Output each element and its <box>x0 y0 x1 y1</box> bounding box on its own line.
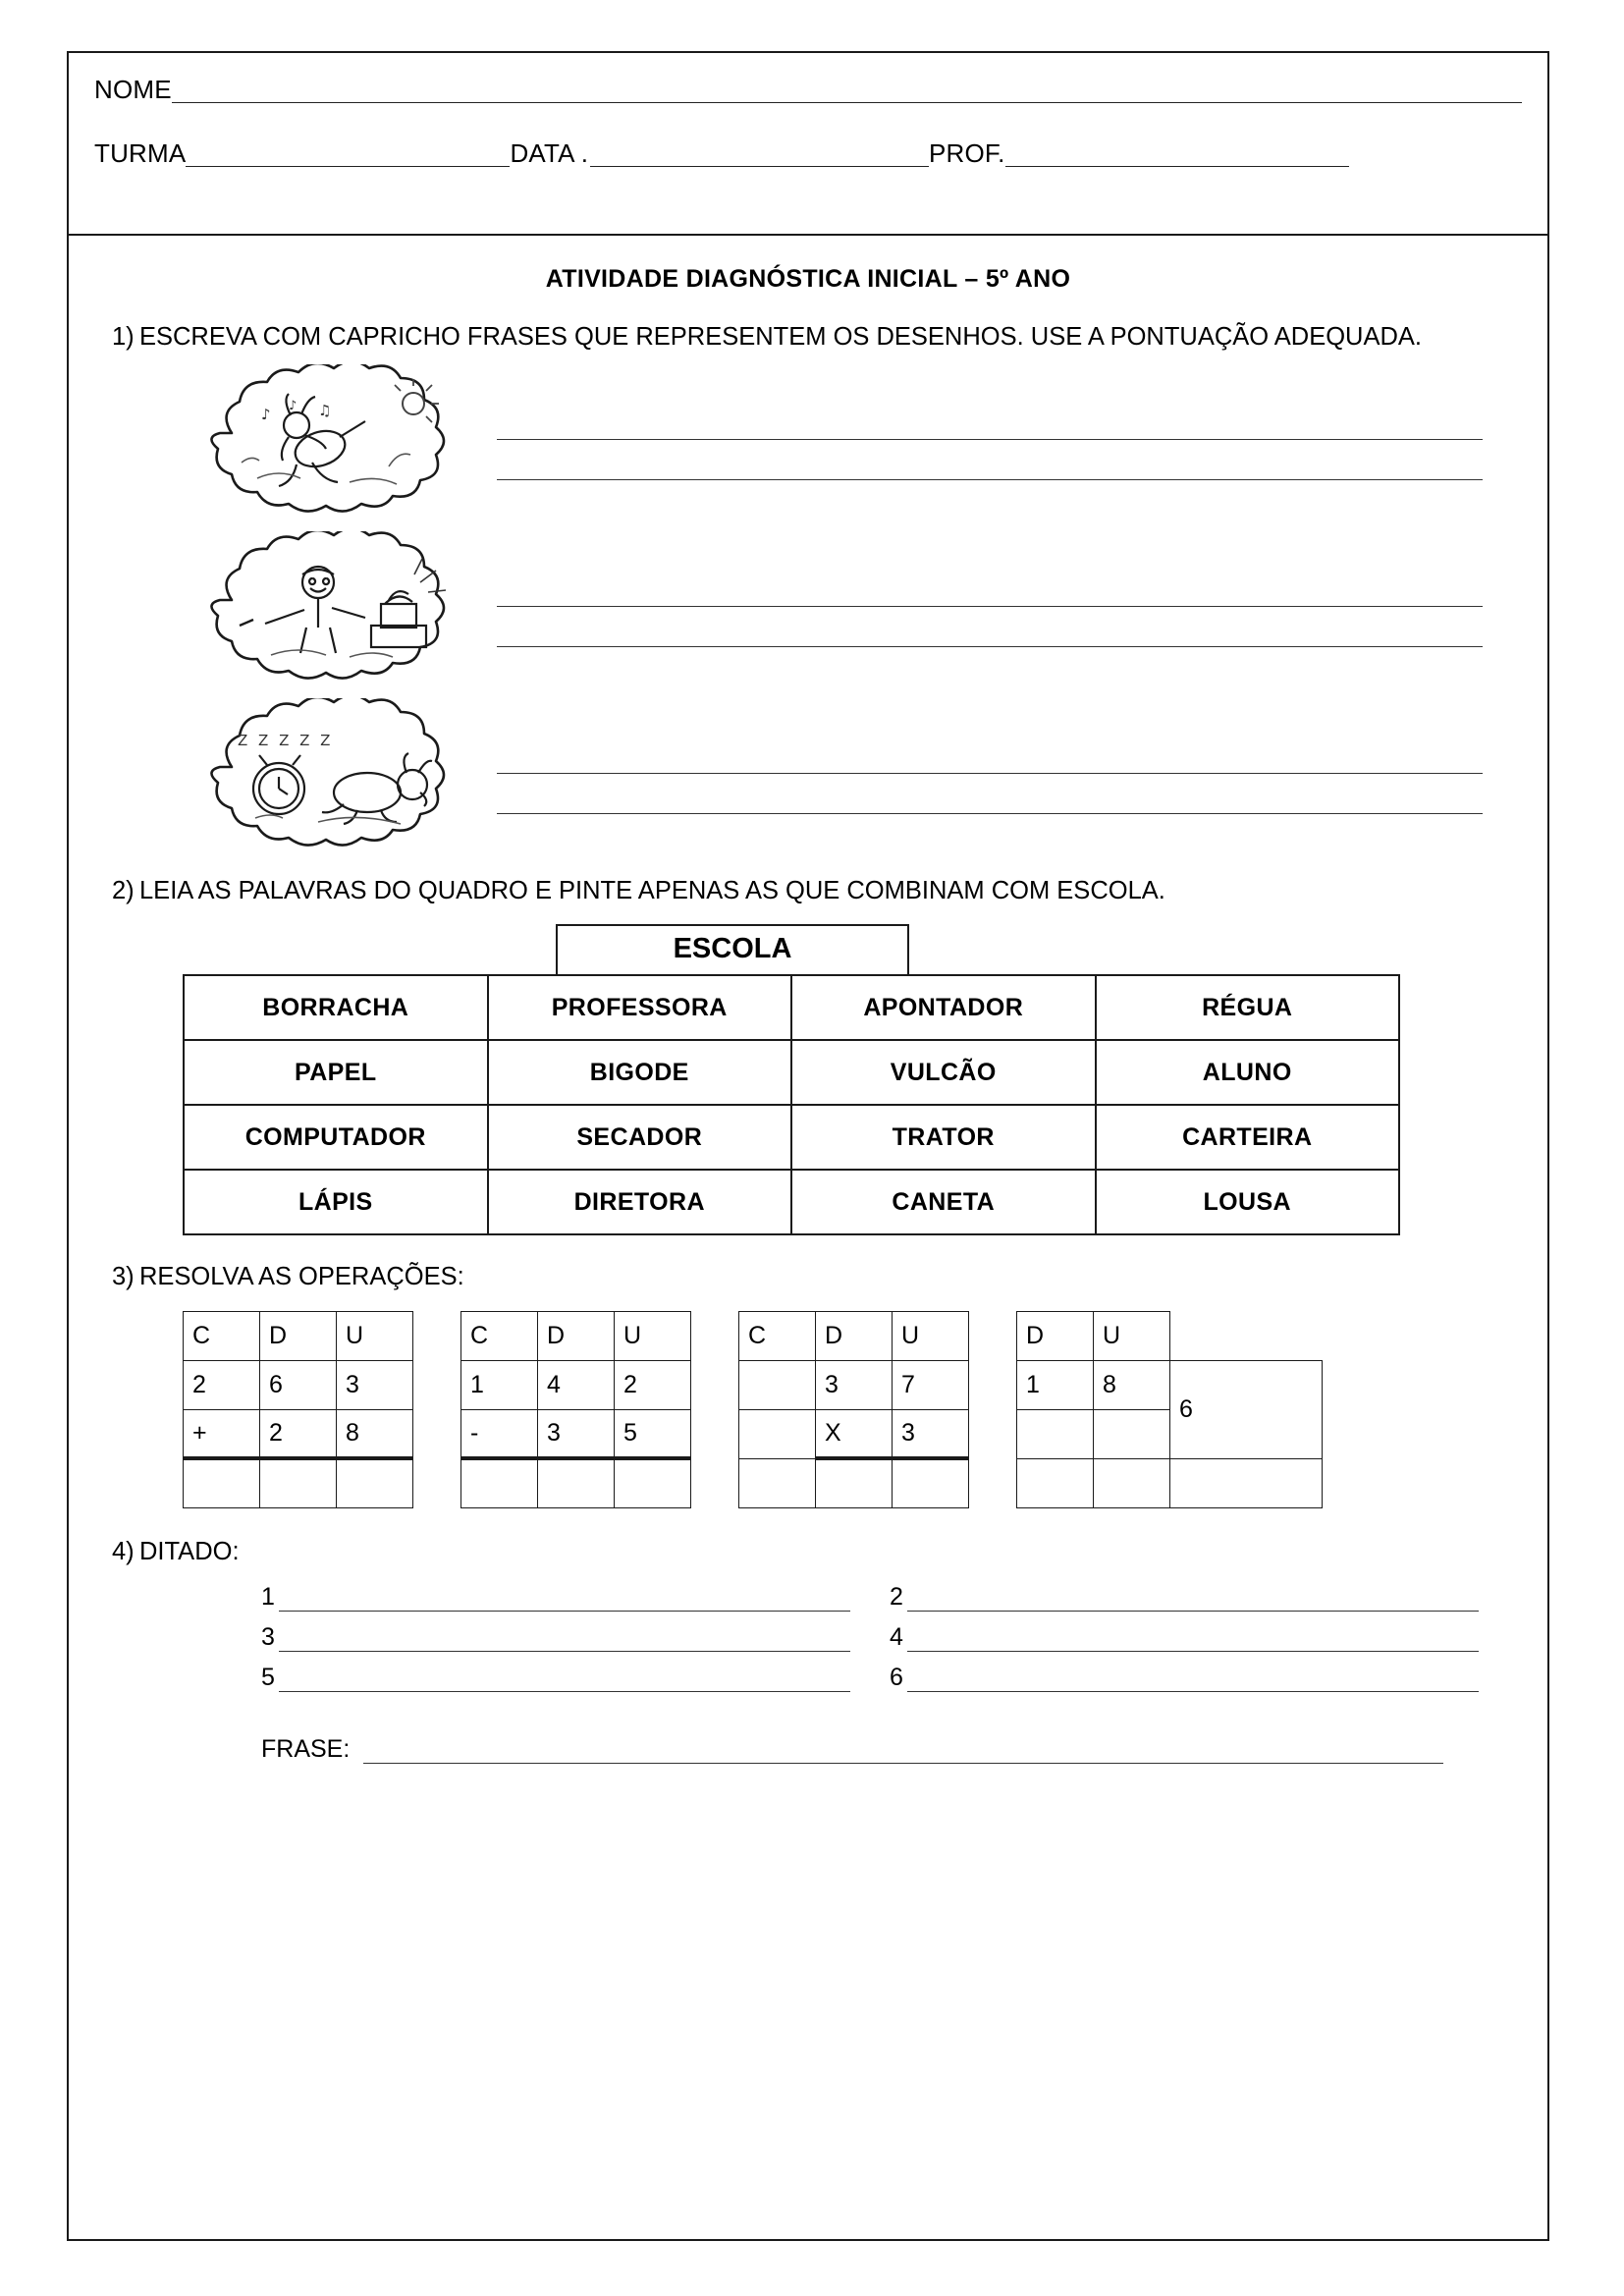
division-operation <box>1016 1311 1323 1508</box>
table-row <box>461 1360 691 1409</box>
word-cell[interactable]: ALUNO <box>1096 1040 1400 1105</box>
answer-cell[interactable] <box>461 1458 538 1507</box>
question-4 <box>94 1534 1522 1569</box>
ditado-number: 2 <box>890 1582 903 1611</box>
drawing-1-wrap <box>94 364 497 521</box>
ditado-number: 4 <box>890 1622 903 1651</box>
table-row <box>1017 1458 1323 1507</box>
question-3-number: 3) <box>112 1263 135 1291</box>
ditado-input-line[interactable] <box>279 1666 850 1692</box>
question-2 <box>94 873 1522 908</box>
column-header-c: C <box>461 1311 538 1360</box>
word-cell[interactable]: DIRETORA <box>488 1170 792 1234</box>
nome-input-line[interactable] <box>172 81 1522 103</box>
svg-text:♪: ♪ <box>289 399 298 414</box>
answer-line[interactable] <box>497 739 1483 774</box>
ditado-input-line[interactable] <box>279 1625 850 1652</box>
operator-cell: + <box>184 1409 260 1458</box>
nome-row <box>94 75 1522 105</box>
answer-cell[interactable] <box>893 1458 969 1507</box>
operations-row <box>183 1311 1522 1508</box>
nome-label: NOME <box>94 75 172 104</box>
word-cell[interactable]: BIGODE <box>488 1040 792 1105</box>
digit-cell: 2 <box>260 1409 337 1458</box>
table-row <box>184 1409 413 1458</box>
data-input-line[interactable] <box>590 144 929 167</box>
answer-lines-3 <box>497 739 1522 814</box>
ditado-number: 5 <box>261 1663 275 1691</box>
answer-cell[interactable] <box>538 1458 615 1507</box>
digit-cell <box>739 1360 816 1409</box>
word-cell[interactable]: LOUSA <box>1096 1170 1400 1234</box>
answer-line[interactable] <box>497 607 1483 647</box>
word-cell[interactable]: COMPUTADOR <box>184 1105 488 1170</box>
dividend-digit: 8 <box>1094 1360 1170 1409</box>
data-dot: . <box>580 138 588 168</box>
words-table <box>183 974 1400 1235</box>
data-label: DATA <box>510 138 575 168</box>
ditado-row <box>261 1623 1522 1652</box>
question-3 <box>94 1259 1522 1294</box>
work-cell[interactable] <box>1094 1409 1170 1458</box>
frase-row <box>261 1735 1522 1764</box>
table-row <box>461 1458 691 1507</box>
column-header-u: U <box>1094 1311 1170 1360</box>
digit-cell: 5 <box>615 1409 691 1458</box>
ditado-input-line[interactable] <box>907 1666 1479 1692</box>
work-cell[interactable] <box>1017 1458 1094 1507</box>
word-cell[interactable]: SECADOR <box>488 1105 792 1170</box>
word-cell[interactable]: CANETA <box>791 1170 1096 1234</box>
column-header-u: U <box>893 1311 969 1360</box>
question-2-number: 2) <box>112 877 135 905</box>
empty-cell <box>1170 1311 1323 1360</box>
prof-label: PROF. <box>928 138 1005 168</box>
table-row <box>461 1311 691 1360</box>
ditado-lines <box>94 1583 1522 1692</box>
word-cell[interactable]: PAPEL <box>184 1040 488 1105</box>
word-cell[interactable]: RÉGUA <box>1096 975 1400 1040</box>
drawing-row-2 <box>94 531 1522 688</box>
word-cell[interactable]: CARTEIRA <box>1096 1105 1400 1170</box>
digit-cell: 3 <box>538 1409 615 1458</box>
question-4-text: DITADO: <box>139 1537 240 1565</box>
drawing-row-3 <box>94 698 1522 855</box>
work-cell[interactable] <box>1017 1409 1094 1458</box>
digit-cell: 3 <box>893 1409 969 1458</box>
word-cell[interactable]: BORRACHA <box>184 975 488 1040</box>
prof-input-line[interactable] <box>1005 144 1349 167</box>
answer-line[interactable] <box>497 406 1483 440</box>
question-4-number: 4) <box>112 1537 135 1565</box>
table-row <box>739 1360 969 1409</box>
answer-cell[interactable] <box>816 1458 893 1507</box>
digit-cell: 6 <box>260 1360 337 1409</box>
answer-line[interactable] <box>497 573 1483 607</box>
ditado-row <box>261 1583 1522 1612</box>
svg-text:Z Z Z Z Z: Z Z Z Z Z <box>238 732 334 750</box>
frase-input-line[interactable] <box>363 1737 1443 1764</box>
frase-label: FRASE: <box>261 1734 351 1763</box>
drawing-row-1 <box>94 364 1522 521</box>
digit-cell: 3 <box>816 1360 893 1409</box>
table-row <box>184 1311 413 1360</box>
column-header-d: D <box>816 1311 893 1360</box>
column-header-c: C <box>184 1311 260 1360</box>
question-1-text: ESCREVA COM CAPRICHO FRASES QUE REPRESENTEM OS DESENHOS. USE A PONTUAÇÃO ADEQUADA. <box>139 323 1422 351</box>
digit-cell: 2 <box>615 1360 691 1409</box>
word-cell[interactable]: TRATOR <box>791 1105 1096 1170</box>
table-row <box>739 1409 969 1458</box>
answer-cell[interactable] <box>337 1458 413 1507</box>
table-row <box>184 1360 413 1409</box>
column-header-c: C <box>739 1311 816 1360</box>
work-cell[interactable] <box>1094 1458 1170 1507</box>
ditado-item <box>890 1664 1518 1692</box>
ditado-input-line[interactable] <box>279 1585 850 1612</box>
answer-cell[interactable] <box>615 1458 691 1507</box>
table-row <box>184 1040 1399 1105</box>
turma-input-line[interactable] <box>186 144 510 167</box>
word-cell[interactable]: VULCÃO <box>791 1040 1096 1105</box>
question-1-number: 1) <box>112 323 135 351</box>
turma-label: TURMA <box>94 138 187 168</box>
addition-operation <box>183 1311 413 1508</box>
quotient-cell[interactable] <box>1170 1458 1323 1507</box>
question-1 <box>94 319 1522 355</box>
operator-cell: X <box>816 1409 893 1458</box>
ditado-item <box>261 1623 890 1652</box>
table-row <box>739 1458 969 1507</box>
drawing-3-wrap <box>94 698 497 855</box>
grasshopper-playing-guitar-drawing <box>202 364 497 521</box>
magician-with-hat-drawing <box>202 531 497 688</box>
answer-cell[interactable] <box>260 1458 337 1507</box>
ditado-input-line[interactable] <box>907 1585 1479 1612</box>
divisor-cell: 6 <box>1170 1360 1323 1458</box>
question-3-text: RESOLVA AS OPERAÇÕES: <box>139 1263 464 1291</box>
sleeping-ant-drawing <box>202 698 497 855</box>
ditado-number: 6 <box>890 1663 903 1691</box>
student-header <box>69 53 1547 236</box>
table-row <box>184 1105 1399 1170</box>
column-header-u: U <box>337 1311 413 1360</box>
question-2-text: LEIA AS PALAVRAS DO QUADRO E PINTE APENAS AS QUE COMBINAM COM ESCOLA. <box>139 877 1165 905</box>
answer-lines-2 <box>497 573 1522 647</box>
turma-data-prof-row <box>94 138 1522 169</box>
word-cell[interactable]: APONTADOR <box>791 975 1096 1040</box>
multiplication-operation <box>738 1311 969 1508</box>
drawing-2-wrap <box>94 531 497 688</box>
table-row <box>461 1409 691 1458</box>
column-header-u: U <box>615 1311 691 1360</box>
answer-lines-1 <box>497 406 1522 480</box>
word-cell[interactable]: PROFESSORA <box>488 975 792 1040</box>
column-header-d: D <box>538 1311 615 1360</box>
ditado-item <box>890 1623 1518 1652</box>
digit-cell: 1 <box>461 1360 538 1409</box>
table-row <box>184 1170 1399 1234</box>
page-title: ATIVIDADE DIAGNÓSTICA INICIAL – 5º ANO <box>545 265 1071 293</box>
column-header-d: D <box>1017 1311 1094 1360</box>
table-row <box>184 975 1399 1040</box>
ditado-item <box>890 1583 1518 1612</box>
word-cell[interactable]: LÁPIS <box>184 1170 488 1234</box>
answer-cell[interactable] <box>184 1458 260 1507</box>
table-row <box>184 1458 413 1507</box>
answer-cell[interactable] <box>739 1458 816 1507</box>
svg-text:♫: ♫ <box>318 402 332 420</box>
ditado-row <box>261 1664 1522 1692</box>
ditado-item <box>261 1664 890 1692</box>
table-row <box>739 1311 969 1360</box>
ditado-number: 3 <box>261 1622 275 1651</box>
digit-cell: 7 <box>893 1360 969 1409</box>
table-row <box>1017 1360 1323 1409</box>
digit-cell: 2 <box>184 1360 260 1409</box>
ditado-item <box>261 1583 890 1612</box>
answer-line[interactable] <box>497 440 1483 480</box>
escola-box-title: ESCOLA <box>556 924 909 974</box>
answer-line[interactable] <box>497 774 1483 814</box>
digit-cell: 4 <box>538 1360 615 1409</box>
svg-text:♪: ♪ <box>261 406 271 424</box>
ditado-input-line[interactable] <box>907 1625 1479 1652</box>
operator-cell: - <box>461 1409 538 1458</box>
ditado-number: 1 <box>261 1582 275 1611</box>
worksheet-body <box>69 236 1547 1774</box>
digit-cell: 3 <box>337 1360 413 1409</box>
worksheet-page <box>67 51 1549 2241</box>
digit-cell: 8 <box>337 1409 413 1458</box>
column-header-d: D <box>260 1311 337 1360</box>
table-row <box>1017 1311 1323 1360</box>
dividend-digit: 1 <box>1017 1360 1094 1409</box>
digit-cell <box>739 1409 816 1458</box>
subtraction-operation <box>460 1311 691 1508</box>
